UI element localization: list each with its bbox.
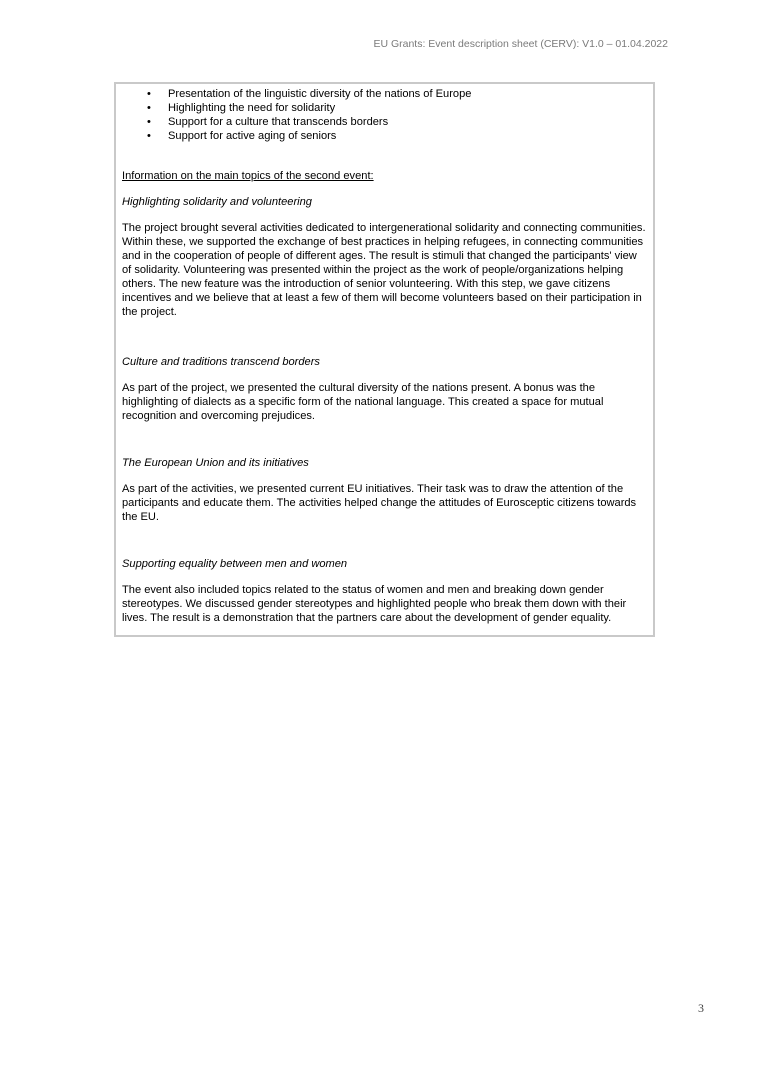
section-heading-gender-equality: Supporting equality between men and women: [122, 558, 348, 570]
bullet-icon: •: [147, 116, 151, 128]
section-heading-solidarity: Highlighting solidarity and volunteering: [122, 196, 312, 208]
bullet-icon: •: [147, 130, 151, 142]
section-heading-culture: Culture and traditions transcend borders: [122, 356, 320, 368]
list-item: [122, 101, 647, 115]
bullet-icon: •: [147, 88, 151, 100]
bullet-icon: •: [147, 102, 151, 114]
list-item: [122, 129, 647, 143]
list-item-text: Support for a culture that transcends borders: [168, 116, 389, 128]
list-item-text: Support for active aging of seniors: [168, 130, 337, 142]
document-header: EU Grants: Event description sheet (CERV): V1.0 – 01.04.2022: [373, 38, 668, 50]
list-item-text: Presentation of the linguistic diversity of the nations of Europe: [168, 88, 472, 100]
section-heading-eu-initiatives: The European Union and its initiatives: [122, 457, 309, 469]
section-body-gender-equality: The event also included topics related to the status of women and men and breaking down gender stereotypes. We discussed gender stereotypes and highlighted people who break them down with their lives. The result is a demonstration that the partners care about the development of gender equality.: [122, 584, 627, 624]
section-body-culture: As part of the project, we presented the cultural diversity of the nations present. A bonus was the highlighting of dialects as a specific form of the national language. This created a space for mutual recognition and overcoming prejudices.: [122, 382, 604, 422]
list-item-text: Highlighting the need for solidarity: [168, 102, 336, 114]
list-item: [122, 87, 647, 101]
topics-bullet-list: [122, 87, 647, 143]
second-event-intro: Information on the main topics of the second event:: [122, 170, 374, 182]
section-body-eu-initiatives: As part of the activities, we presented current EU initiatives. Their task was to draw the attention of the participants and educate them. The activities helped change the attitudes of Eurosceptic citizens towards the EU.: [122, 483, 637, 523]
event-description-box: [114, 82, 655, 637]
section-body-solidarity: The project brought several activities dedicated to intergenerational solidarity and connecting communities. Within these, we supported the exchange of best practices in helping refugees, in connecting communities and in the cooperation of people of different ages. The result is stimuli that changed the participants' view of solidarity. Volunteering was presented within the project as the work of people/organizations helping others. The new feature was the introduction of senior volunteering. With this step, we gave citizens incentives and we believe that at least a few of them will become volunteers based on their participation in the project.: [122, 222, 646, 318]
list-item: [122, 115, 647, 129]
page-number: 3: [698, 1001, 704, 1015]
